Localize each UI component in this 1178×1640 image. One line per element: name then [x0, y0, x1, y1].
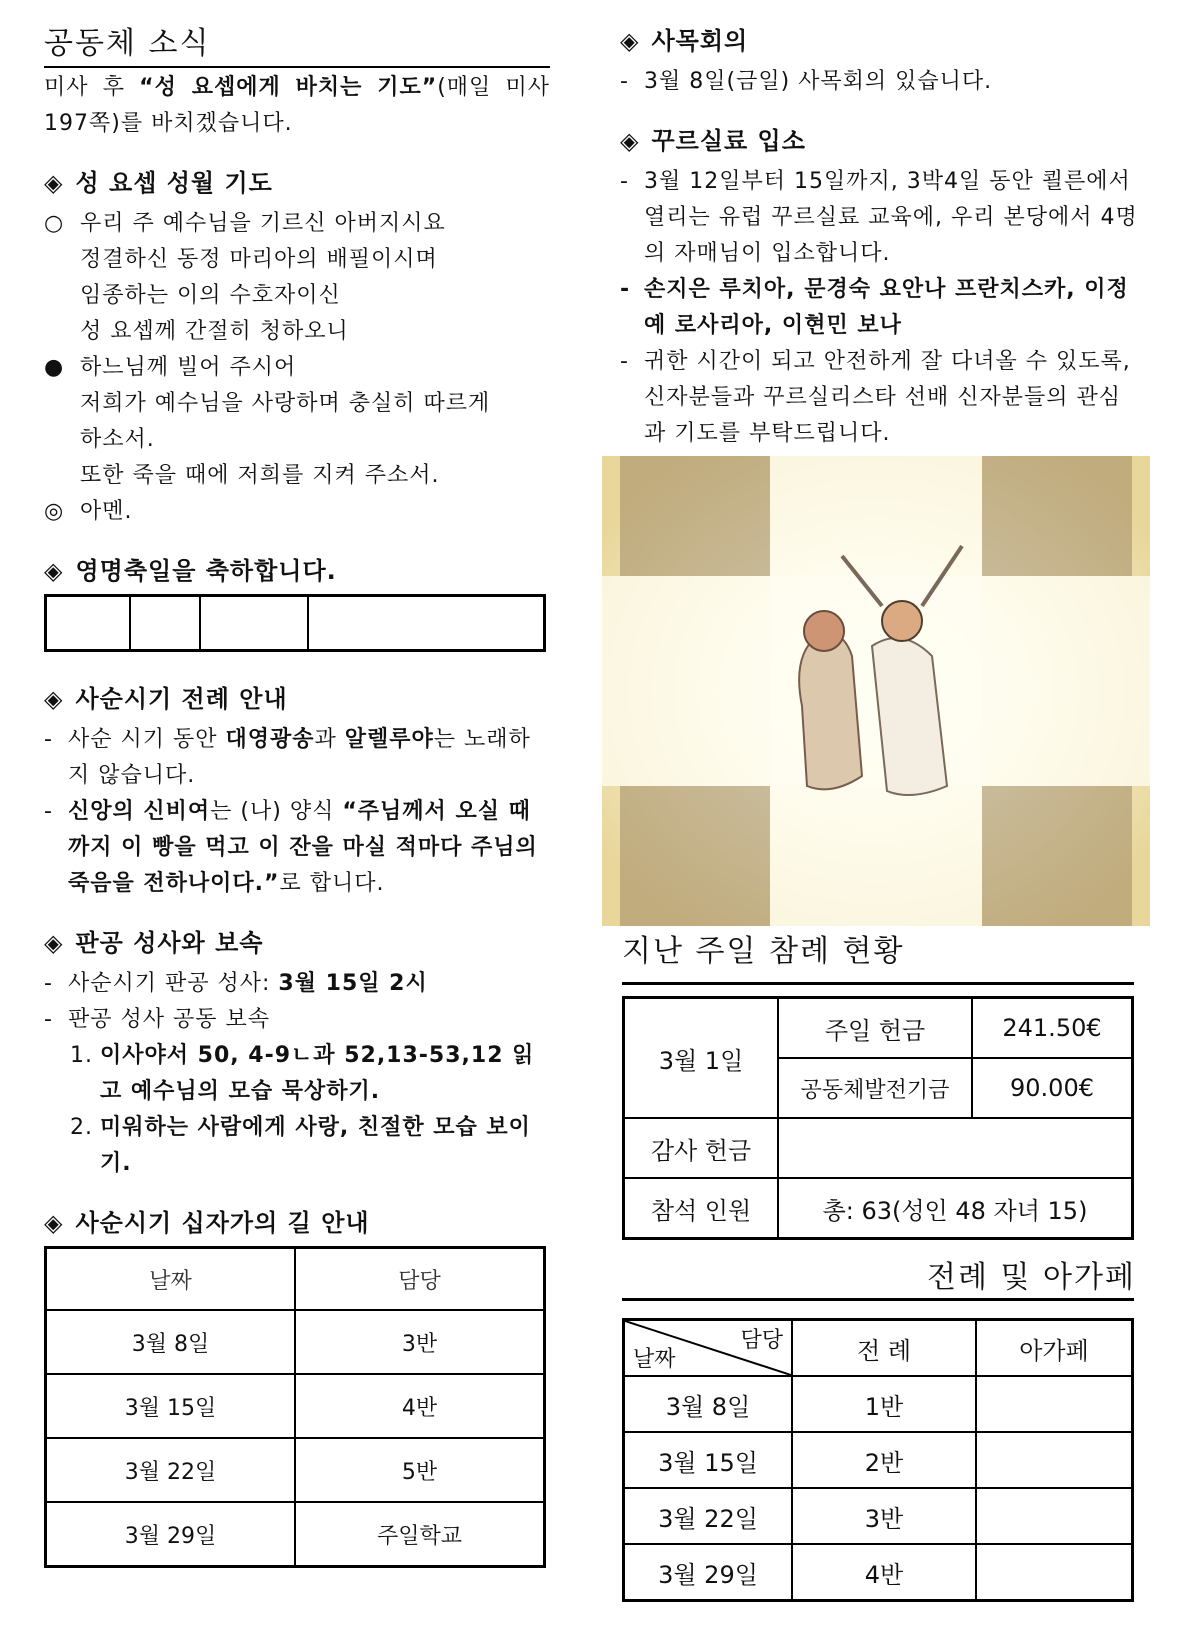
names-text: 손지은 루치아, 문경숙 요안나 프란치스카, 이정예 로사리아, 이현민 보나	[644, 277, 1129, 338]
cell-label: 주일 헌금	[778, 998, 972, 1059]
corner-header-cell	[624, 1320, 793, 1377]
table-row	[46, 1310, 545, 1374]
page-title: 공동체 소식	[44, 24, 550, 68]
text: 사순시기 판공 성사:	[68, 971, 279, 996]
cell-charge: 주일학교	[295, 1502, 545, 1567]
list-item	[44, 722, 550, 794]
diamond-icon: ◈	[44, 685, 64, 713]
table-row	[624, 1432, 1133, 1488]
prayer-line	[44, 422, 550, 458]
cross-illustration-image	[602, 456, 1150, 926]
text: 과	[314, 727, 345, 752]
intro-text	[44, 70, 550, 142]
diamond-icon: ◈	[620, 127, 640, 155]
prayer-text: 정결하신 동정 마리아의 배필이시며	[80, 247, 438, 272]
cell-date: 3월 8일	[46, 1310, 296, 1374]
left-column	[44, 24, 550, 1568]
cell-agape	[976, 1376, 1133, 1432]
dash-icon: -	[620, 169, 629, 194]
prayer-text: 아멘.	[80, 499, 133, 524]
numbered-item	[44, 1110, 550, 1182]
stations-title: 사순시기 십자가의 길 안내	[75, 1209, 370, 1237]
cursillo-heading	[620, 124, 1140, 158]
cursillo-title: 꾸르실료 입소	[651, 127, 806, 155]
prayer-line	[44, 314, 550, 350]
right-column	[620, 24, 1140, 452]
prayer-line	[44, 242, 550, 278]
list-item	[620, 164, 1140, 272]
prayer-line	[44, 278, 550, 314]
bold-text: 신앙의 신비여	[68, 799, 211, 824]
diamond-icon: ◈	[44, 169, 64, 197]
item-text: 미워하는 사람에게 사랑, 친절한 모습 보이기.	[100, 1115, 531, 1176]
table-row	[46, 1502, 545, 1567]
table-header-row	[624, 1320, 1133, 1377]
dash-icon: -	[44, 799, 53, 824]
numbered-item	[44, 1038, 550, 1110]
feast-table	[44, 594, 546, 652]
text: 판공 성사 공동 보속	[68, 1007, 270, 1032]
table-row	[624, 1178, 1133, 1239]
table-row	[46, 1374, 545, 1438]
feast-cell	[130, 596, 200, 651]
prayer-line	[44, 458, 550, 494]
cell-date: 3월 15일	[46, 1374, 296, 1438]
item-number: 2.	[70, 1115, 93, 1140]
divider	[622, 982, 1134, 985]
joseph-prayer	[44, 206, 550, 530]
cell-agape	[976, 1488, 1133, 1544]
item-text: 이사야서 50, 4-9ㄴ과 52,13-53,12 읽고 예수님의 모습 묵상하기.	[100, 1043, 535, 1104]
cell-date: 3월 22일	[46, 1438, 296, 1502]
cell-charge: 3반	[295, 1310, 545, 1374]
list-item	[44, 1002, 550, 1038]
dash-icon: -	[44, 1007, 53, 1032]
list-item	[620, 272, 1140, 344]
header-date: 날짜	[46, 1248, 296, 1311]
prayer-line	[44, 206, 550, 242]
bold-text: 알렐루야	[344, 727, 434, 752]
cell-agape	[976, 1544, 1133, 1601]
attendance-table	[622, 996, 1134, 1240]
table-header-row	[46, 1248, 545, 1311]
text: 는 노래하지 않습니다.	[68, 727, 531, 788]
text: 로 합니다.	[279, 871, 385, 896]
prayer-text: 우리 주 예수님을 기르신 아버지시요	[80, 211, 446, 236]
text: 귀한 시간이 되고 안전하게 잘 다녀올 수 있도록, 신자분들과 꾸르실리스타 선배 신자분들의 관심과 기도를 부탁드립니다.	[644, 349, 1131, 446]
text: 3월 12일부터 15일까지, 3박4일 동안 쾰른에서 열리는 유럽 꾸르실료 교육에, 우리 본당에서 4명의 자매님이 입소합니다.	[644, 169, 1138, 266]
lent-liturgy-title: 사순시기 전례 안내	[75, 685, 288, 713]
prayer-text: 저희가 예수님을 사랑하며 충실히 따르게	[80, 391, 491, 416]
dash-icon: -	[620, 349, 629, 374]
text: 는 (나) 양식	[210, 799, 343, 824]
prayer-line	[44, 386, 550, 422]
cell-date: 3월 8일	[624, 1376, 793, 1432]
item-number: 1.	[70, 1043, 93, 1068]
table-row	[624, 1544, 1133, 1601]
table-row	[624, 1118, 1133, 1178]
corner-bottom-label: 날짜	[633, 1347, 676, 1372]
cell-value: 241.50€	[972, 998, 1133, 1059]
cell-value: 90.00€	[972, 1058, 1133, 1118]
stations-table	[44, 1246, 546, 1568]
diamond-icon: ◈	[620, 27, 640, 55]
feast-cell	[46, 596, 131, 651]
header-liturgy: 전 례	[792, 1320, 976, 1377]
dash-icon: -	[620, 69, 629, 94]
table-row	[624, 1488, 1133, 1544]
penance-heading	[44, 926, 550, 960]
cell-date: 3월 1일	[624, 998, 779, 1119]
double-circle-icon: ◎	[44, 499, 65, 524]
lent-liturgy-heading	[44, 682, 550, 716]
dash-icon: -	[44, 727, 53, 752]
list-item	[620, 344, 1140, 452]
intro-bold: “성 요셉에게 바치는 기도”	[139, 75, 438, 100]
cell-charge: 5반	[295, 1438, 545, 1502]
feast-heading	[44, 554, 550, 588]
bold-text: 대영광송	[225, 727, 315, 752]
diamond-icon: ◈	[44, 929, 64, 957]
prayer-text: 하느님께 빌어 주시어	[80, 355, 297, 380]
cell-label: 공동체발전기금	[778, 1058, 972, 1118]
cell-value: 총: 63(성인 48 자녀 15)	[778, 1178, 1133, 1239]
corner-top-label: 담당	[740, 1328, 783, 1353]
list-item	[44, 794, 550, 902]
bold-text: “주님께서 오실 때까지 이 빵을 먹고 이 잔을 마실 적마다 주님의 죽음을 전하나이다.”	[68, 799, 538, 896]
cell-value	[778, 1118, 1133, 1178]
diamond-icon: ◈	[44, 1209, 64, 1237]
cell-date: 3월 29일	[624, 1544, 793, 1601]
prayer-line	[44, 350, 550, 386]
attendance-title: 지난 주일 참례 현황	[622, 934, 905, 969]
cell-label: 참석 인원	[624, 1178, 779, 1239]
joseph-prayer-heading	[44, 166, 550, 200]
council-title: 사목회의	[651, 27, 749, 55]
text: 3월 8일(금일) 사목회의 있습니다.	[644, 69, 993, 94]
intro-post: (매일 미사 197쪽)를 바치겠습니다.	[44, 75, 550, 136]
feast-title: 영명축일을 축하합니다.	[75, 557, 337, 585]
diamond-icon: ◈	[44, 557, 64, 585]
cell-label: 감사 헌금	[624, 1118, 779, 1178]
cell-date: 3월 15일	[624, 1432, 793, 1488]
joseph-prayer-title: 성 요셉 성월 기도	[75, 169, 273, 197]
intro-pre: 미사 후	[44, 75, 140, 100]
liturgy-title: 전례 및 아가페	[927, 1260, 1136, 1295]
table-row	[624, 1376, 1133, 1432]
header-agape: 아가페	[976, 1320, 1133, 1377]
prayer-text: 임종하는 이의 수호자이신	[80, 283, 341, 308]
circle-icon: ○	[44, 211, 65, 236]
header-charge: 담당	[295, 1248, 545, 1311]
table-row	[46, 1438, 545, 1502]
penance-title: 판공 성사와 보속	[75, 929, 264, 957]
cell-liturgy: 3반	[792, 1488, 976, 1544]
feast-cell	[308, 596, 545, 651]
divider	[622, 1298, 1134, 1301]
filled-circle-icon: ●	[44, 355, 65, 380]
table-row	[624, 998, 1133, 1059]
cell-charge: 4반	[295, 1374, 545, 1438]
list-item	[44, 966, 550, 1002]
stations-heading	[44, 1206, 550, 1240]
text: 사순 시기 동안	[68, 727, 226, 752]
cell-date: 3월 29일	[46, 1502, 296, 1567]
list-item	[620, 64, 1140, 100]
liturgy-table	[622, 1318, 1134, 1602]
bold-text: 3월 15일 2시	[278, 971, 428, 996]
cell-liturgy: 4반	[792, 1544, 976, 1601]
dash-icon: -	[44, 971, 53, 996]
dash-icon: -	[620, 277, 631, 302]
council-heading	[620, 24, 1140, 58]
feast-cell	[200, 596, 308, 651]
cell-agape	[976, 1432, 1133, 1488]
prayer-line	[44, 494, 550, 530]
cell-liturgy: 1반	[792, 1376, 976, 1432]
cell-liturgy: 2반	[792, 1432, 976, 1488]
prayer-text: 성 요셉께 간절히 청하오니	[80, 319, 349, 344]
cell-date: 3월 22일	[624, 1488, 793, 1544]
prayer-text: 하소서.	[80, 427, 155, 452]
prayer-text: 또한 죽을 때에 저희를 지켜 주소서.	[80, 463, 440, 488]
